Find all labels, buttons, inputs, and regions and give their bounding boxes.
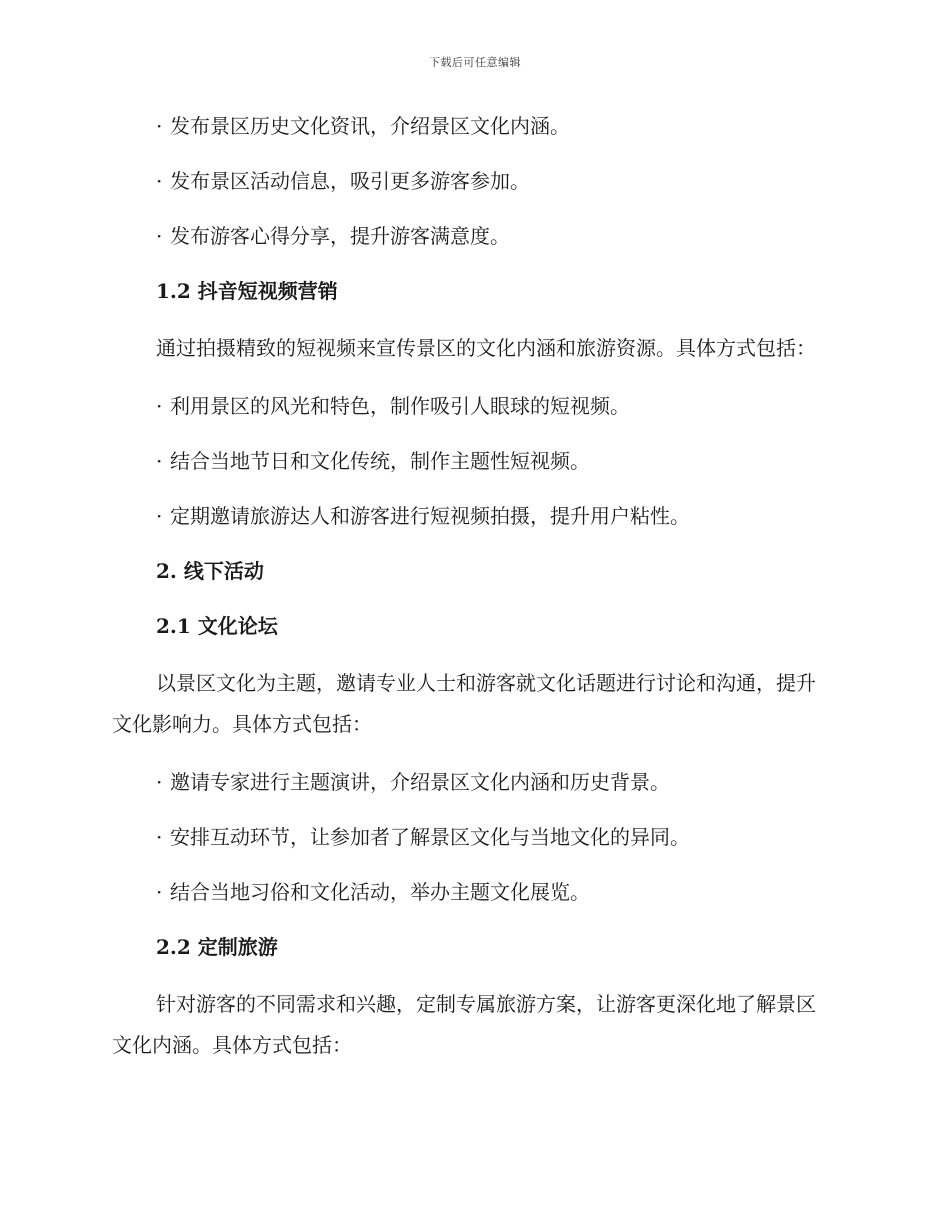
- bullet-item: [112, 108, 832, 144]
- document-body: [112, 108, 832, 1066]
- bullet-text: 发布游客心得分享，提升游客满意度。: [170, 224, 510, 248]
- bullet-text: 定期邀请旅游达人和游客进行短视频拍摄，提升用户粘性。: [170, 504, 690, 528]
- section-heading: 2. 线下活动: [156, 559, 264, 583]
- bullet-dot: ·: [156, 504, 163, 528]
- bullet-text: 发布景区历史文化资讯，介绍景区文化内涵。: [170, 114, 570, 138]
- section-heading: 1.2 抖音短视频营销: [156, 279, 338, 303]
- bullet-item: [112, 764, 832, 800]
- bullet-text: 结合当地节日和文化传统，制作主题性短视频。: [170, 449, 590, 473]
- bullet-item: [112, 498, 832, 534]
- bullet-item: [112, 388, 832, 424]
- bullet-item: [112, 218, 832, 254]
- bullet-item: [112, 874, 832, 910]
- page-header: 下载后可任意编辑: [429, 56, 521, 69]
- bullet-item: [112, 443, 832, 479]
- bullet-dot: ·: [156, 169, 163, 193]
- bullet-dot: ·: [156, 224, 163, 248]
- bullet-text: 安排互动环节，让参加者了解景区文化与当地文化的异同。: [170, 825, 690, 849]
- bullet-item: [112, 819, 832, 855]
- bullet-text: 利用景区的风光和特色，制作吸引人眼球的短视频。: [170, 394, 630, 418]
- paragraph: 以景区文化为主题，邀请专业人士和游客就文化话题进行讨论和沟通，提升文化影响力。具体方式包括：: [112, 671, 816, 736]
- bullet-dot: ·: [156, 770, 163, 794]
- subsection-heading: 2.1 文化论坛: [156, 614, 278, 638]
- paragraph: 通过拍摄精致的短视频来宣传景区的文化内涵和旅游资源。具体方式包括：: [156, 336, 816, 360]
- subsection-heading: 2.2 定制旅游: [156, 935, 278, 959]
- bullet-text: 发布景区活动信息，吸引更多游客参加。: [170, 169, 530, 193]
- bullet-dot: ·: [156, 114, 163, 138]
- bullet-dot: ·: [156, 394, 163, 418]
- bullet-item: [112, 163, 832, 199]
- paragraph: 针对游客的不同需求和兴趣，定制专属旅游方案，让游客更深化地了解景区文化内涵。具体方式包括：: [112, 992, 816, 1057]
- bullet-text: 结合当地习俗和文化活动，举办主题文化展览。: [170, 880, 590, 904]
- bullet-dot: ·: [156, 825, 163, 849]
- bullet-dot: ·: [156, 449, 163, 473]
- bullet-dot: ·: [156, 880, 163, 904]
- bullet-text: 邀请专家进行主题演讲，介绍景区文化内涵和历史背景。: [170, 770, 670, 794]
